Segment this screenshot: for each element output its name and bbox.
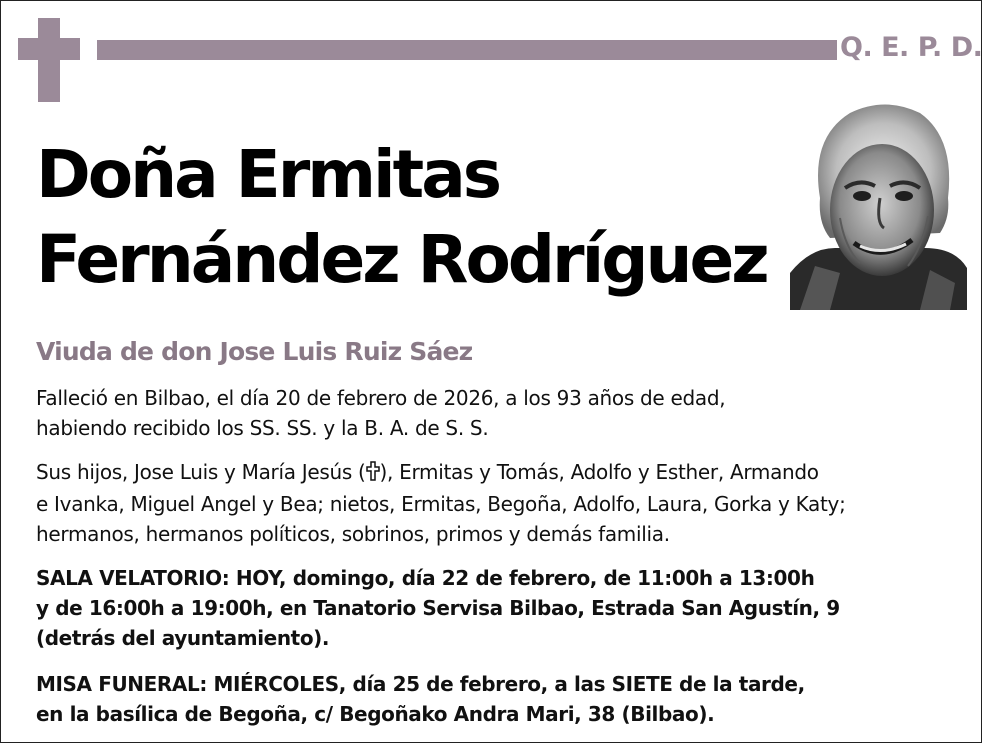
qepd-label: Q. E. P. D. bbox=[840, 32, 983, 63]
family-paragraph bbox=[36, 457, 846, 549]
family-line-3: hermanos, hermanos políticos, sobrinos, primos y demás familia. bbox=[36, 522, 670, 546]
widow-subtitle: Viuda de don Jose Luis Ruiz Sáez bbox=[36, 337, 473, 366]
wake-line-2: y de 16:00h a 19:00h, en Tanatorio Servisa Bilbao, Estrada San Agustín, 9 bbox=[36, 596, 840, 620]
death-notice-line-2: habiendo recibido los SS. SS. y la B. A. de S. S. bbox=[36, 416, 489, 440]
funeral-line-2: en la basílica de Begoña, c/ Begoñako Andra Mari, 38 (Bilbao). bbox=[36, 702, 715, 726]
family-line-1 bbox=[36, 457, 846, 489]
deceased-name bbox=[36, 132, 767, 302]
portrait-photo bbox=[790, 98, 967, 310]
name-line-1: Doña Ermitas bbox=[36, 136, 500, 213]
death-notice-line-1: Falleció en Bilbao, el día 20 de febrero de 2026, a los 93 años de edad, bbox=[36, 386, 726, 410]
header-rule bbox=[97, 40, 837, 60]
funeral-paragraph bbox=[36, 669, 805, 729]
funeral-line-1: MISA FUNERAL: MIÉRCOLES, día 25 de febrero, a las SIETE de la tarde, bbox=[36, 672, 805, 696]
family-line-1-end: ), Ermitas y Tomás, Adolfo y Esther, Armando bbox=[379, 460, 819, 484]
wake-paragraph bbox=[36, 563, 840, 653]
death-notice-paragraph bbox=[36, 383, 725, 443]
family-line-2: e Ivanka, Miguel Angel y Bea; nietos, Ermitas, Begoña, Adolfo, Laura, Gorka y Katy; bbox=[36, 492, 846, 516]
wake-line-1: SALA VELATORIO: HOY, domingo, día 22 de febrero, de 11:00h a 13:00h bbox=[36, 566, 815, 590]
wake-line-3: (detrás del ayuntamiento). bbox=[36, 626, 330, 650]
small-cross-icon bbox=[366, 459, 380, 489]
name-line-2: Fernández Rodríguez bbox=[36, 221, 767, 298]
family-line-1-start: Sus hijos, Jose Luis y María Jesús ( bbox=[36, 460, 366, 484]
